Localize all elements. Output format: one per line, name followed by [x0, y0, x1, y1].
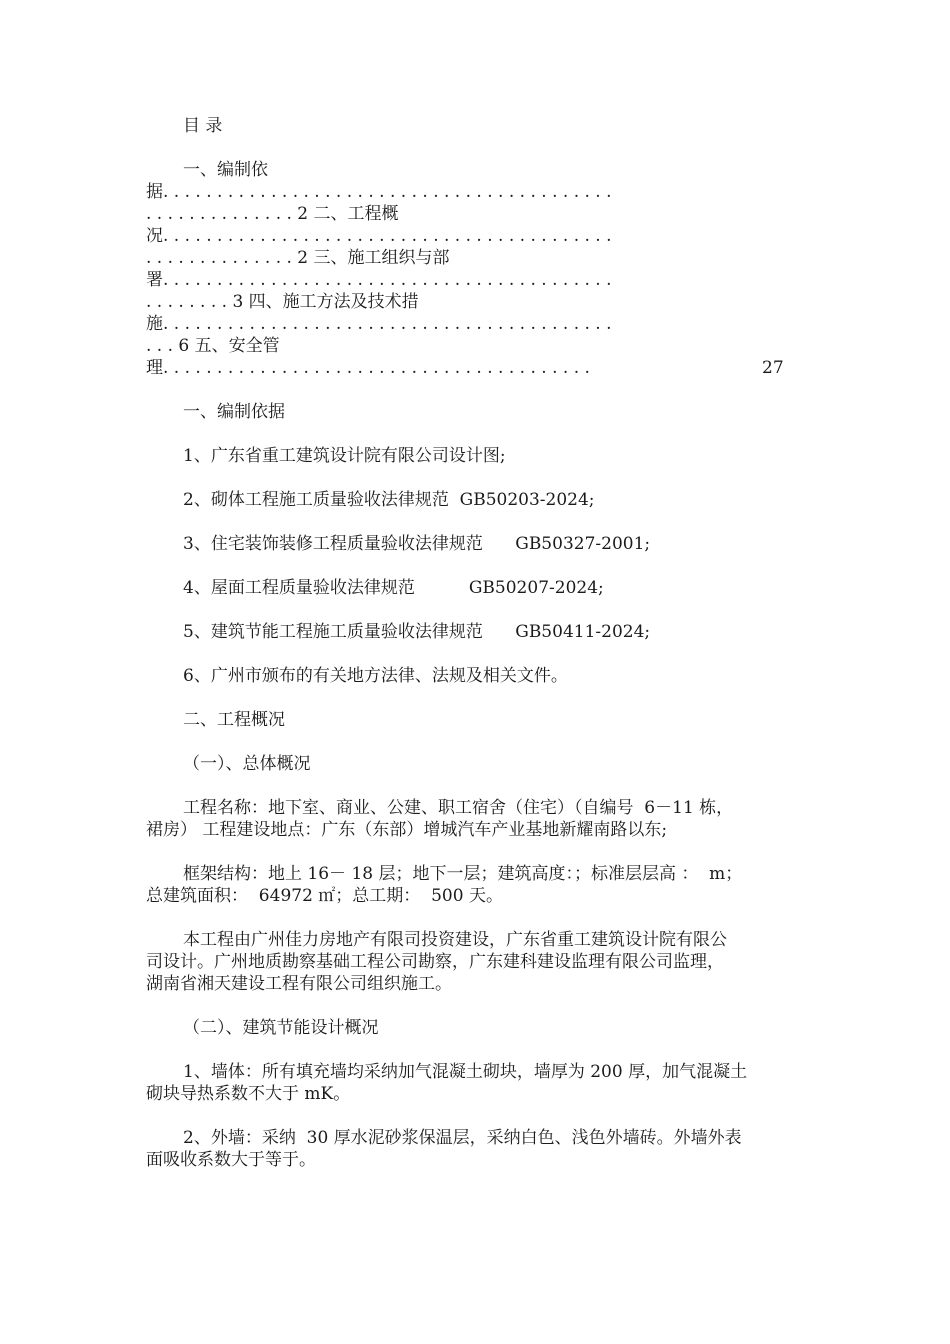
paragraph-line: 框架结构：地上 16－ 18 层；地下一层；建筑高度：；标准层层高 ： m； [183, 864, 743, 884]
reference-item: 2、砌体工程施工质量验收法律规范 GB50203-2024; [183, 490, 595, 510]
paragraph-line: 司设计。广州地质勘察基础工程公司勘察，广东建科建设监理有限公司监理， [146, 952, 724, 972]
section-heading: 一、编制依据 [183, 402, 285, 422]
reference-item: 4、屋面工程质量验收法律规范 GB50207-2024; [183, 578, 604, 598]
paragraph-line: 砌块导热系数不大于 mK。 [146, 1084, 351, 1104]
reference-item: 6、广州市颁布的有关地方法律、法规及相关文件。 [183, 666, 568, 686]
reference-item: 5、建筑节能工程施工质量验收法律规范 GB50411-2024; [183, 622, 651, 642]
toc-page-number: 27 [762, 358, 784, 378]
reference-item: 3、住宅装饰装修工程质量验收法律规范 GB50327-2001; [183, 534, 651, 554]
paragraph-line: 本工程由广州佳力房地产有限司投资建设，广东省重工建筑设计院有限公 [183, 930, 727, 950]
section-heading: 二、工程概况 [183, 710, 285, 730]
paragraph-line: 面吸收系数大于等于。 [146, 1150, 316, 1170]
toc-line: 况. . . . . . . . . . . . . . . . . . . . . . . . . . . . . . . . . . . . . . . . . . [146, 226, 612, 246]
toc-line: . . . . . . . . 3 四、施工方法及技术措 [146, 292, 419, 312]
paragraph-line: 湖南省湘天建设工程有限公司组织施工。 [146, 974, 452, 994]
toc-line: . . . 6 五、安全管 [146, 336, 280, 356]
subsection-heading: （一）、总体概况 [183, 754, 311, 774]
toc-line: 署. . . . . . . . . . . . . . . . . . . . . . . . . . . . . . . . . . . . . . . . . . [146, 270, 612, 290]
paragraph-line: 裙房） 工程建设地点：广东（东部）增城汽车产业基地新耀南路以东; [146, 820, 668, 840]
toc-title: 目 录 [183, 116, 223, 136]
toc-line: 施. . . . . . . . . . . . . . . . . . . . . . . . . . . . . . . . . . . . . . . . . . [146, 314, 612, 334]
subsection-heading: （二）、建筑节能设计概况 [183, 1018, 379, 1038]
toc-line: 据. . . . . . . . . . . . . . . . . . . . . . . . . . . . . . . . . . . . . . . . . . [146, 182, 612, 202]
toc-line: . . . . . . . . . . . . . . 2 三、施工组织与部 [146, 248, 450, 268]
paragraph-line: 2、外墙：采纳 30 厚水泥砂浆保温层，采纳白色、浅色外墙砖。外墙外表 [183, 1128, 742, 1148]
toc-line: 一、编制依 [183, 160, 268, 180]
paragraph-line: 工程名称：地下室、商业、公建、职工宿舍（住宅）（自编号 6－11 栋， [183, 798, 734, 818]
paragraph-line: 总建筑面积： 64972 ㎡；总工期： 500 天。 [146, 886, 503, 906]
toc-line: 理. . . . . . . . . . . . . . . . . . . . . . . . . . . . . . . . . . . . . . . . [146, 358, 590, 378]
reference-item: 1、广东省重工建筑设计院有限公司设计图; [183, 446, 506, 466]
paragraph-line: 1、墙体：所有填充墙均采纳加气混凝土砌块，墙厚为 200 厚，加气混凝土 [183, 1062, 748, 1082]
toc-line: . . . . . . . . . . . . . . 2 二、工程概 [146, 204, 399, 224]
